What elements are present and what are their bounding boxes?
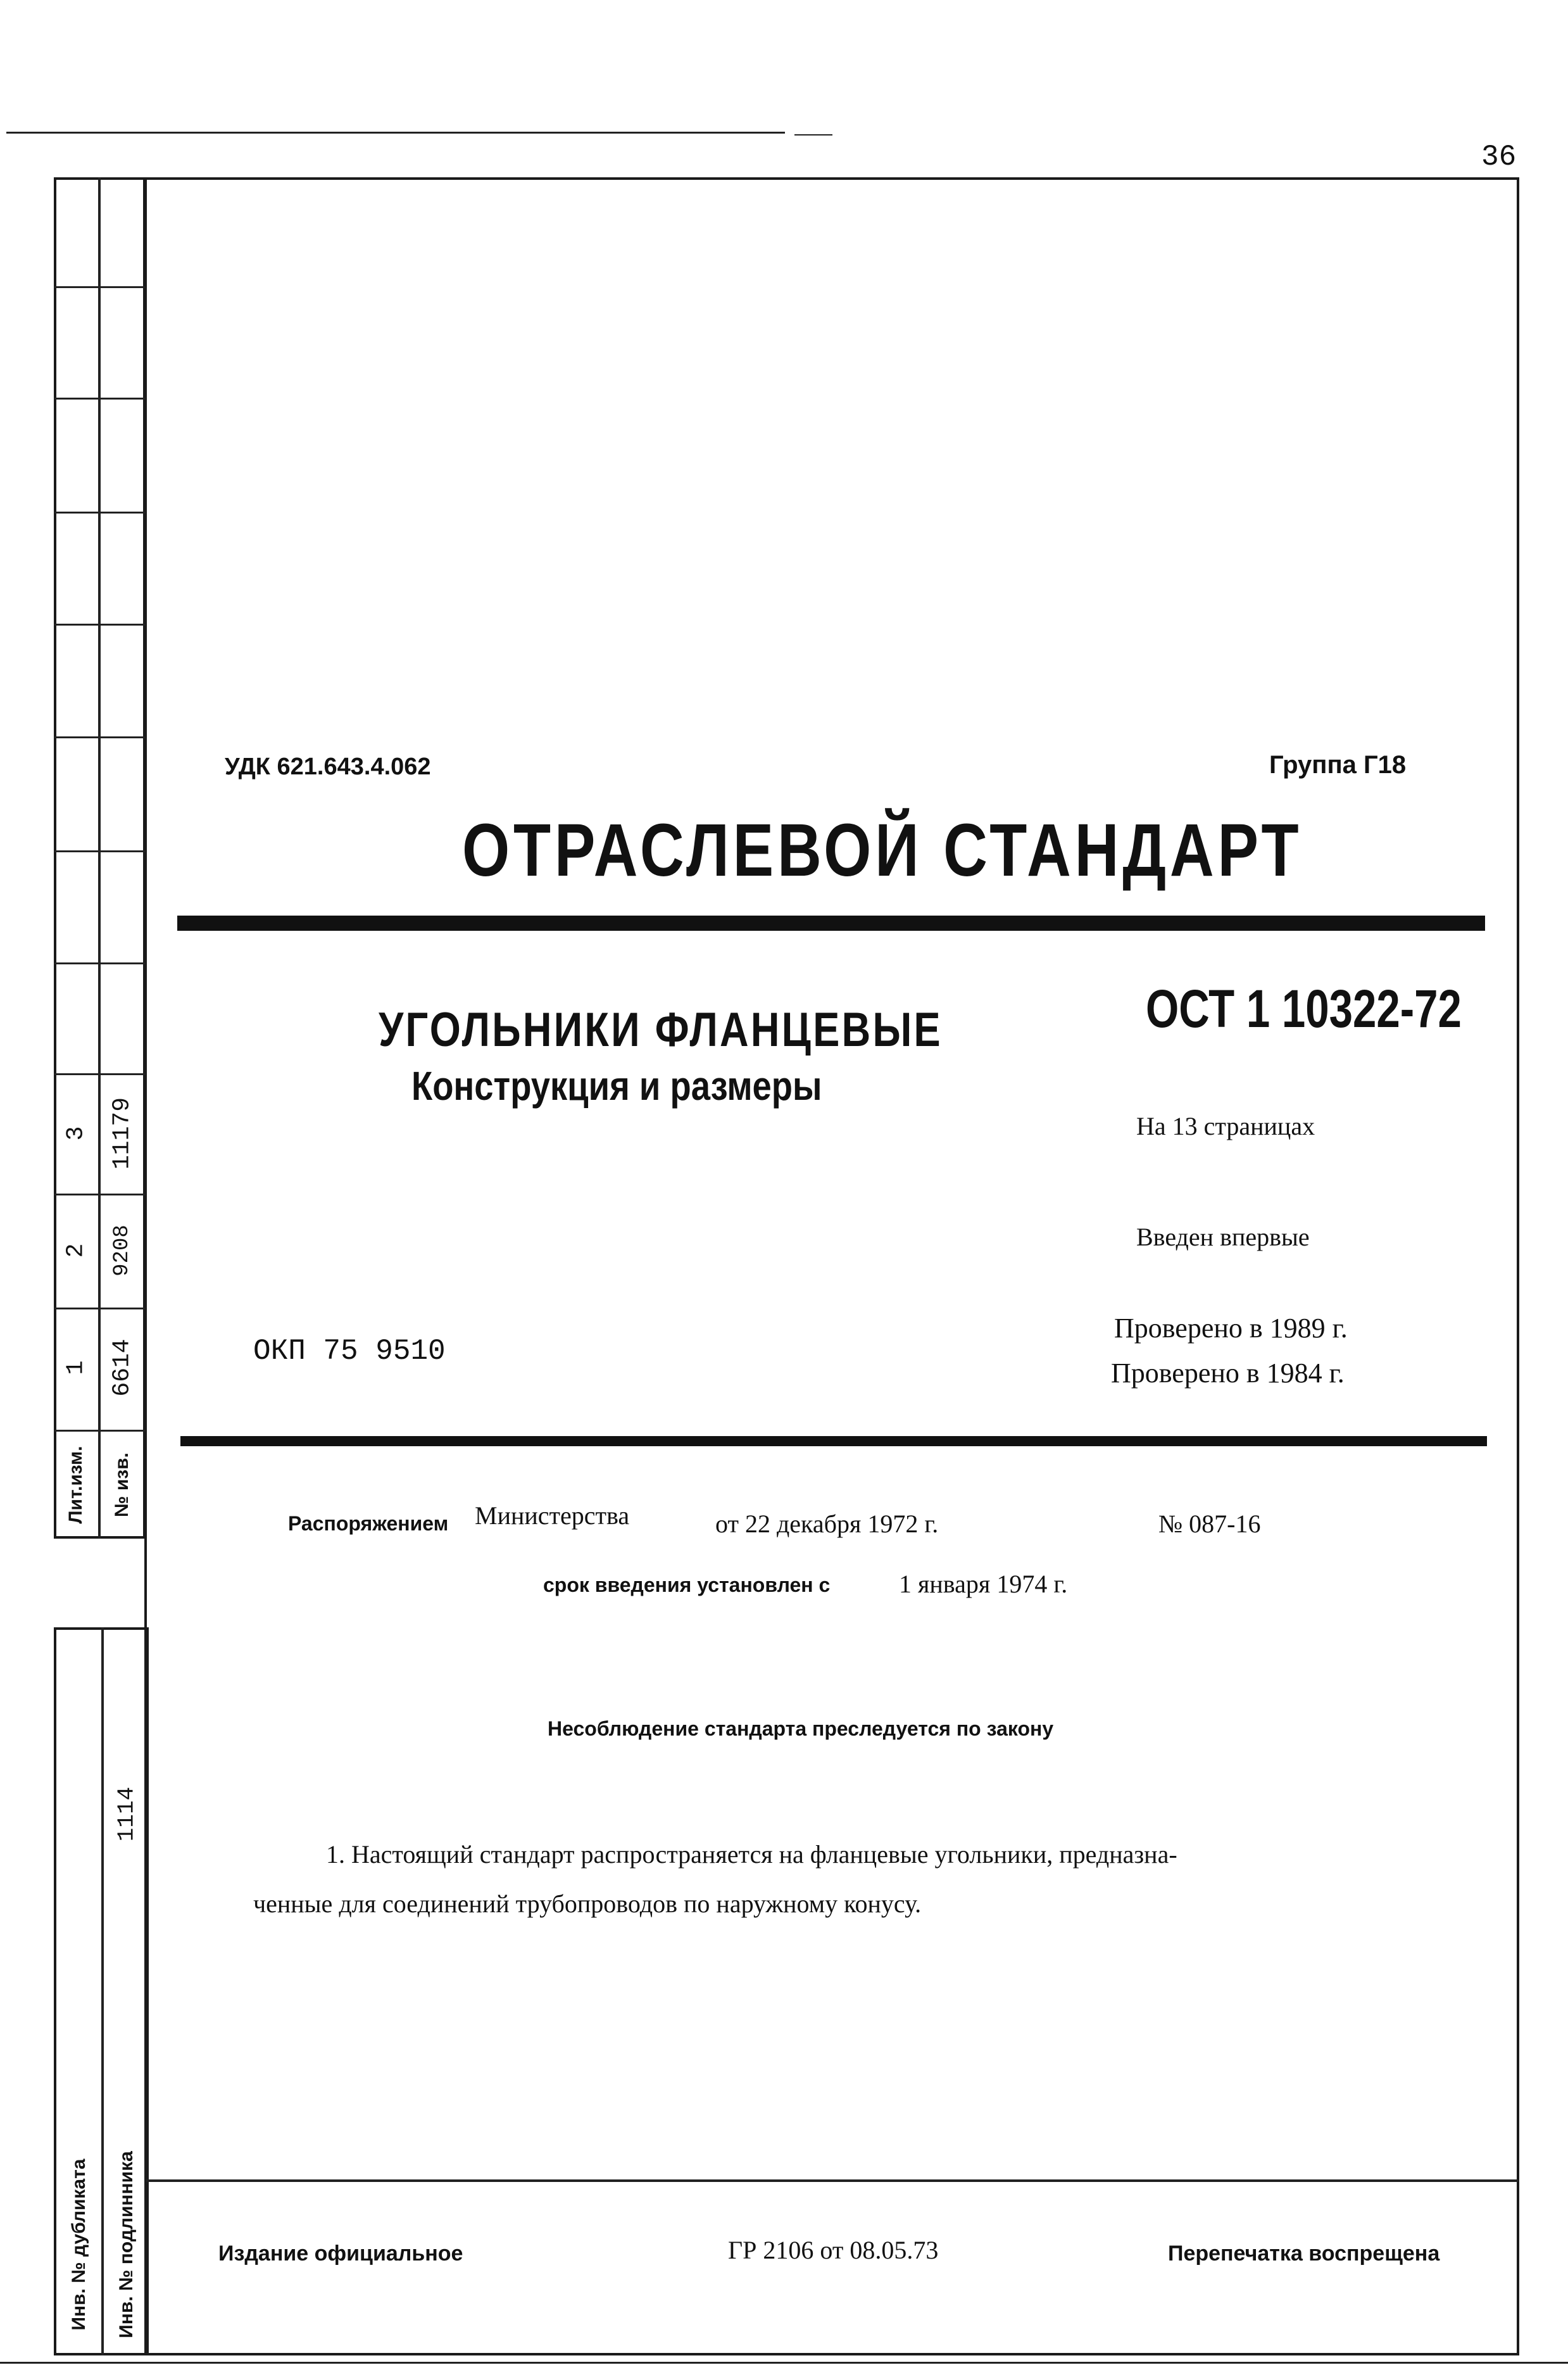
checked-1989: Проверено в 1989 г. <box>1114 1313 1348 1344</box>
top-rule-left <box>6 132 785 134</box>
introduced: Введен впервые <box>1136 1223 1310 1251</box>
footer-gr: ГР 2106 от 08.05.73 <box>728 2236 939 2264</box>
order-label: Распоряжением <box>288 1512 449 1535</box>
header-n-izv: № изв. <box>111 1453 132 1517</box>
order-date: от 22 декабря 1972 г. <box>715 1510 939 1538</box>
udk: УДК 621.643.4.062 <box>225 753 431 780</box>
footer-rule <box>146 2179 1519 2182</box>
side-cell-line <box>54 398 146 400</box>
side-cell-line <box>54 1194 146 1195</box>
law-notice: Несоблюдение стандарта преследуется по закону <box>548 1717 1054 1740</box>
paragraph-1-line-2: ченные для соединений трубопроводов по наружному конусу. <box>253 1889 922 1918</box>
footer-edition: Издание официальное <box>218 2241 463 2266</box>
izv-6614: 6614 <box>108 1339 136 1397</box>
term-date: 1 января 1974 г. <box>899 1570 1068 1598</box>
dup-inv-number: 1114 <box>113 1786 140 1842</box>
doc-subtitle: Конструкция и размеры <box>411 1063 822 1109</box>
term-label: срок введения установлен с <box>543 1573 831 1596</box>
pages-count: На 13 страницах <box>1136 1112 1315 1140</box>
side-cell-line <box>54 286 146 288</box>
side-cell-line <box>54 850 146 852</box>
order-number: № 087-16 <box>1158 1510 1261 1538</box>
side-cell-line <box>54 1073 146 1075</box>
header-lit-izm: Лит.изм. <box>65 1446 86 1524</box>
label-inv-dup: Инв. № дубликата <box>68 2159 89 2331</box>
side-cell-line <box>54 512 146 514</box>
order-ministry: Министерства <box>475 1501 630 1530</box>
thick-rule-top <box>177 916 1485 931</box>
main-frame <box>144 177 1519 2355</box>
top-rule-right <box>794 134 832 136</box>
label-inv-orig: Инв. № подлинника <box>116 2151 137 2338</box>
lit-1: 1 <box>62 1360 90 1375</box>
okp: ОКП 75 9510 <box>253 1335 446 1368</box>
side-cell-line <box>54 1430 146 1432</box>
bottom-rule <box>0 2362 1568 2364</box>
side-divider-upper <box>98 177 101 1539</box>
footer-reprint: Перепечатка воспрещена <box>1168 2241 1440 2266</box>
ost-number: ОСТ 1 10322-72 <box>1146 979 1462 1038</box>
side-divider-lower <box>101 1627 104 2355</box>
side-cell-line <box>54 962 146 964</box>
izv-11179: 11179 <box>108 1097 136 1170</box>
paragraph-1-line-1: 1. Настоящий стандарт распространяется на фланцевые угольники, предназна- <box>326 1840 1177 1869</box>
group: Группа Г18 <box>1269 751 1407 779</box>
side-cell-line <box>54 624 146 626</box>
doc-title: УГОЛЬНИКИ ФЛАНЦЕВЫЕ <box>379 1003 943 1057</box>
side-cell-line <box>54 1308 146 1309</box>
izv-9208: 9208 <box>110 1225 134 1277</box>
side-cell-line <box>54 736 146 738</box>
page-number: 36 <box>1481 141 1517 173</box>
lit-2: 2 <box>62 1243 90 1258</box>
lit-3: 3 <box>62 1126 90 1141</box>
thick-rule-bottom <box>180 1436 1487 1446</box>
main-title: ОТРАСЛЕВОЙ СТАНДАРТ <box>462 809 1303 892</box>
checked-1984: Проверено в 1984 г. <box>1111 1358 1345 1389</box>
